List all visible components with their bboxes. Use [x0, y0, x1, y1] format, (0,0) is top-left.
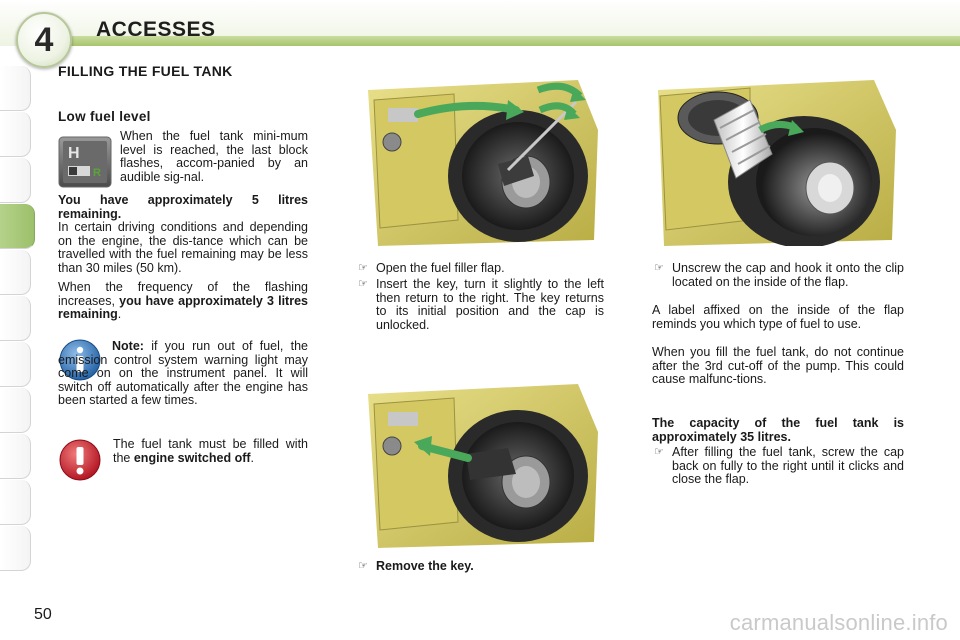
chapter-number: 4 [34, 21, 54, 59]
step-open-flap [358, 262, 604, 276]
fuel-gauge-icon [58, 136, 112, 188]
step3-text: Remove the key. [376, 559, 474, 573]
flash-text-prefix: When the frequency of the flashing increases, [58, 280, 308, 308]
warning-prefix: The fuel tank must be filled with the [113, 437, 308, 465]
chapter-tab-10[interactable] [0, 480, 31, 525]
warning-bold: engine switched off [133, 450, 251, 465]
fuel-cap-unscrewed-illustration [654, 70, 900, 246]
step2-text: Insert the key, turn it slightly to the left then return to the right. The key returns to its initial position and the cap is unlocked. [376, 277, 604, 332]
bullet-hand-icon: ☞ [358, 560, 368, 572]
bullet-hand-icon: ☞ [358, 262, 368, 274]
chapter-tab-1[interactable] [0, 66, 31, 111]
bullet-hand-icon: ☞ [358, 278, 368, 290]
fuel-label-paragraph: A label affixed on the inside of the flap reminds you which type of fuel to use. [652, 303, 904, 331]
step1-text: Open the fuel filler flap. [376, 261, 505, 275]
chapter-tab-7[interactable] [0, 342, 31, 387]
chapter-tab-8[interactable] [0, 388, 31, 433]
fuel-flap-key-turn-illustration [358, 70, 604, 246]
page-number: 50 [34, 606, 52, 623]
note-label: Note: [112, 339, 144, 353]
step5-text: After filling the fuel tank, screw the cap back on fully to the right until it clicks and close the flap. [672, 445, 904, 486]
page-title: FILLING THE FUEL TANK [58, 63, 233, 79]
chapter-tab-11[interactable] [0, 526, 31, 571]
step-remove-key [358, 560, 604, 574]
note-text: if you run out of fuel, the emission control system warning light may come on on the instrument panel. It will switch off automatically after the engine has been started a few times. [58, 339, 308, 407]
chapter-tab-6[interactable] [0, 296, 31, 341]
flash-text-bold: you have approximately 3 litres remaining [58, 293, 308, 321]
section-title: ACCESSES [96, 18, 216, 41]
bullet-hand-icon: ☞ [654, 446, 664, 458]
step-unscrew-cap [654, 262, 904, 289]
chapter-tab-3[interactable] [0, 158, 31, 203]
watermark-text: carmanualsonline.info [729, 610, 948, 635]
svg-text:H: H [68, 145, 80, 162]
step-screw-cap-back [654, 446, 904, 487]
warning-icon [58, 438, 102, 482]
warning-suffix: . [250, 450, 255, 465]
chapter-tab-5[interactable] [0, 250, 31, 295]
remaining-5-litres: You have approximately 5 litres remaining. [58, 193, 308, 221]
tank-capacity: The capacity of the fuel tank is approximately 35 litres. [652, 416, 904, 444]
chapter-tab-column [0, 66, 34, 576]
chapter-tab-9[interactable] [0, 434, 31, 479]
distance-paragraph: In certain driving conditions and depending on the engine, the dis-tance which can be travelled with the fuel remaining may be less than 30 miles (50 km). [58, 220, 308, 275]
flash-paragraph [58, 281, 308, 322]
svg-text:R: R [93, 167, 101, 179]
fuel-flap-key-removal-illustration [358, 376, 604, 548]
chapter-tab-2[interactable] [0, 112, 31, 157]
chapter-tab-4-active[interactable] [0, 204, 35, 249]
step4-text: Unscrew the cap and hook it onto the clip located on the inside of the flap. [672, 261, 904, 289]
low-fuel-intro: When the fuel tank mini-mum level is reached, the last block flashes, accom-panied by an audible sig-nal. [120, 129, 308, 184]
page-subtitle: Low fuel level [58, 109, 151, 124]
bullet-hand-icon: ☞ [654, 262, 664, 274]
flash-text-suffix: . [117, 307, 122, 321]
warning-paragraph [113, 438, 308, 465]
chapter-badge [16, 12, 72, 68]
step-insert-key [358, 278, 604, 332]
note-paragraph [58, 340, 308, 408]
cutoff-paragraph: When you fill the fuel tank, do not continue after the 3rd cut-off of the pump. This could cause malfunc-tions. [652, 345, 904, 386]
